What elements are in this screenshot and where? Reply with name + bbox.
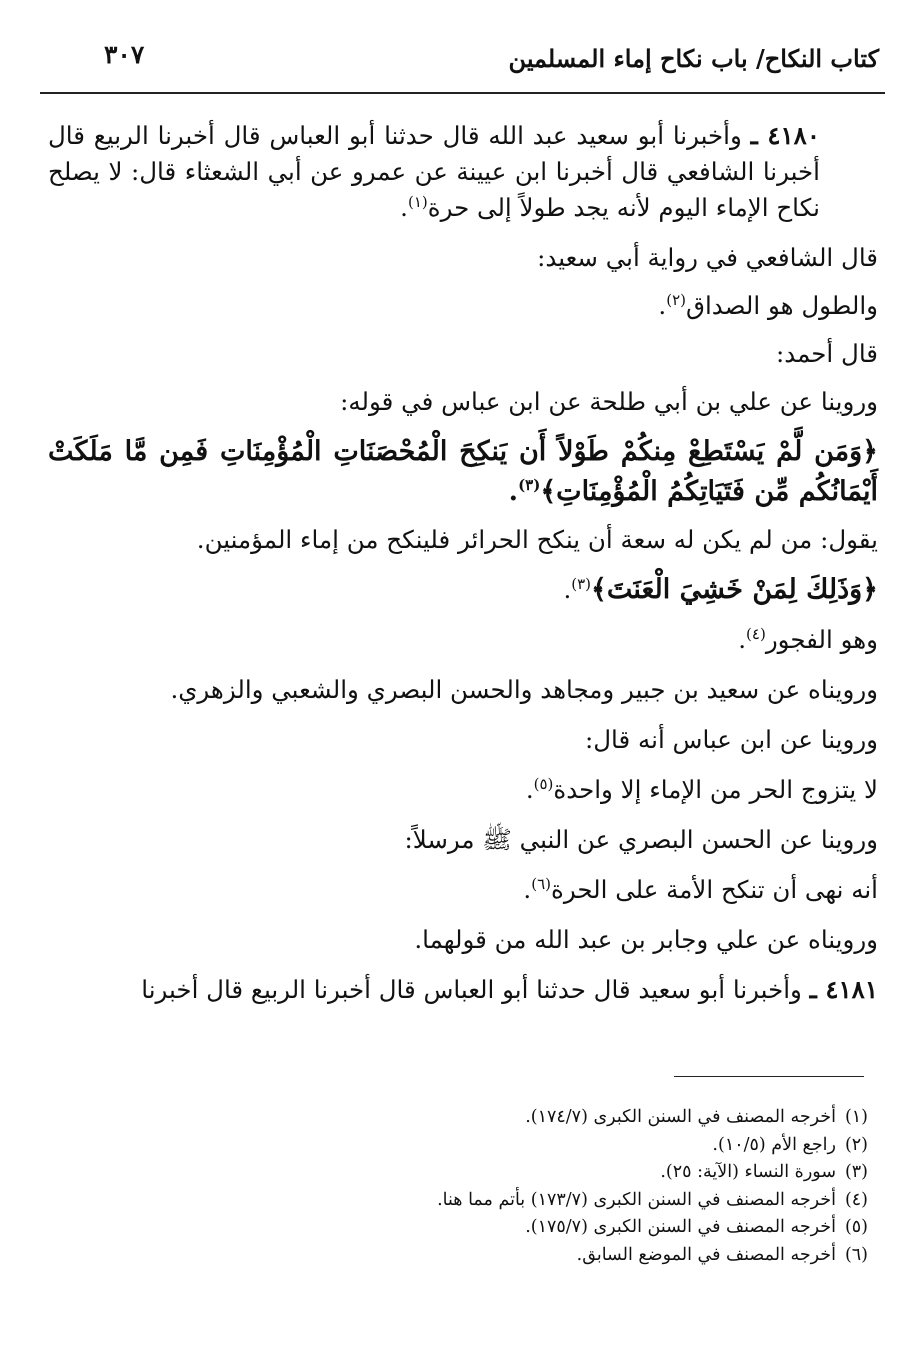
paragraph-ahmad: قال أحمد: [776,339,878,368]
hadith-number: ٤١٨١ ـ [809,975,878,1004]
footnote-item [200,1242,868,1270]
footnote-ref-6: (٦) [531,874,551,893]
footnote-item [200,1104,868,1132]
footnote-item [200,1159,868,1187]
footnote-text: سورة النساء (الآية: ٢٥). [660,1162,836,1182]
footnote-number: (٥) [844,1217,868,1237]
footnote-ref-3b: (٣) [571,574,592,593]
hadith-number: ٤١٨٠ ـ [750,121,820,150]
footnote-item [200,1132,868,1160]
running-title: كتاب النكاح/ باب نكاح إماء المسلمين [508,44,879,73]
footnote-text: أخرجه المصنف في السنن الكبرى (١٧٤/٧). [525,1107,836,1127]
footnote-divider [674,1076,864,1077]
paragraph-tafsir: يقول: من لم يكن له سعة أن ينكح الحرائر فلينكح من إماء المؤمنين. [196,525,878,554]
footnote-ref-1: (١) [407,192,428,211]
paragraph-ibn-abbas-said: وروينا عن ابن عباس أنه قال: [584,725,878,754]
paragraph-tawl-definition: والطول هو الصداق$^{(٢)}$. [658,290,878,320]
quran-text: ﴿وَمَن لَّمْ يَسْتَطِعْ مِنكُمْ طَوْلاً أَن يَنكِحَ الْمُحْصَنَاتِ الْمُؤْمِنَاتِ فَمِن مَّا مَلَكَتْ أَيْمَانُكُم مِّن فَتَيَاتِكُمُ الْمُؤْمِنَاتِ﴾ [48,436,878,507]
footnote-text: أخرجه المصنف في الموضع السابق. [576,1244,836,1265]
paragraph-one-slave: لا يتزوج الحر من الإماء إلا واحدة$^{(٥)}$. [525,774,878,804]
footnote-ref-4: (٤) [746,624,766,643]
paragraph-other-narrators: ورويناه عن سعيد بن جبير ومجاهد والحسن البصري والشعبي والزهري. [170,675,878,704]
footnote-number: (٦) [844,1244,868,1265]
footnote-ref-2: (٢) [666,290,686,309]
paragraph-shafii-quote: قال الشافعي في رواية أبي سعيد: [537,243,878,272]
paragraph-ibn-abbas-chain: وروينا عن علي بن أبي طلحة عن ابن عباس في قوله: [340,387,878,416]
footnote-ref-3: (٣) [518,476,541,494]
page-number: ٣٠٧ [104,40,145,69]
paragraph-hasan-mursal: وروينا عن الحسن البصري عن النبي ﷺ مرسلاً: [404,825,878,854]
footnote-number: (٣) [844,1162,868,1182]
footnote-text: أخرجه المصنف في السنن الكبرى (١٧٣/٧) بأتم مما هنا. [437,1189,836,1210]
main-text [48,118,878,1022]
footnote-text: راجع الأم (١٠/٥). [712,1134,836,1155]
footnote-number: (٤) [844,1189,868,1210]
footnote-text: أخرجه المصنف في السنن الكبرى (١٧٥/٧). [525,1217,836,1237]
quran-verse-nisa: ﴿وَمَن لَّمْ يَسْتَطِعْ مِنكُمْ طَوْلاً أَن يَنكِحَ الْمُحْصَنَاتِ الْمُؤْمِنَاتِ فَمِن مَّا مَلَكَتْ أَيْمَانُكُم مِّن فَتَيَاتِكُمُ الْمُؤْمِنَاتِ﴾$^{(٣)}$. [48,436,878,507]
footnotes-list [200,1104,868,1269]
page-header [40,30,885,94]
footnote-item [200,1187,868,1215]
paragraph-ali-jabir: ورويناه عن علي وجابر بن عبد الله من قولهما. [414,925,878,954]
footnote-ref-5: (٥) [533,774,554,793]
hadith-4180: ٤١٨٠ ـ وأخبرنا أبو سعيد عبد الله قال حدثنا أبو العباس قال أخبرنا الربيع قال أخبرنا الشافعي قال أخبرنا ابن عيينة عن عمرو عن أبي الشعثاء قال: لا يصلح نكاح الإماء اليوم لأنه يجد طولاً إلى حرة$^{(١)}$. [48,121,820,222]
hadith-text: وأخبرنا أبو سعيد عبد الله قال حدثنا أبو العباس قال أخبرنا الربيع قال أخبرنا الشافعي قال أخبرنا ابن عيينة عن عمرو عن أبي الشعثاء قال: لا يصلح نكاح الإماء اليوم لأنه يجد طولاً إلى حرة [48,121,820,222]
footnote-number: (٢) [844,1134,868,1155]
hadith-text: وأخبرنا أبو سعيد قال حدثنا أبو العباس قال أخبرنا الربيع قال أخبرنا [141,975,810,1004]
hadith-4181 [48,972,878,1008]
footnote-item [200,1214,868,1242]
paragraph-fujur: وهو الفجور$^{(٤)}$. [738,624,878,654]
paragraph-prohibition: أنه نهى أن تنكح الأمة على الحرة$^{(٦)}$. [523,874,878,904]
quran-text: ﴿وَذَلِكَ لِمَنْ خَشِيَ الْعَنَتَ﴾ [591,574,878,605]
quran-verse-anat: ﴿وَذَلِكَ لِمَنْ خَشِيَ الْعَنَتَ﴾$^{(٣)}$. [563,574,878,605]
footnote-number: (١) [844,1107,868,1127]
